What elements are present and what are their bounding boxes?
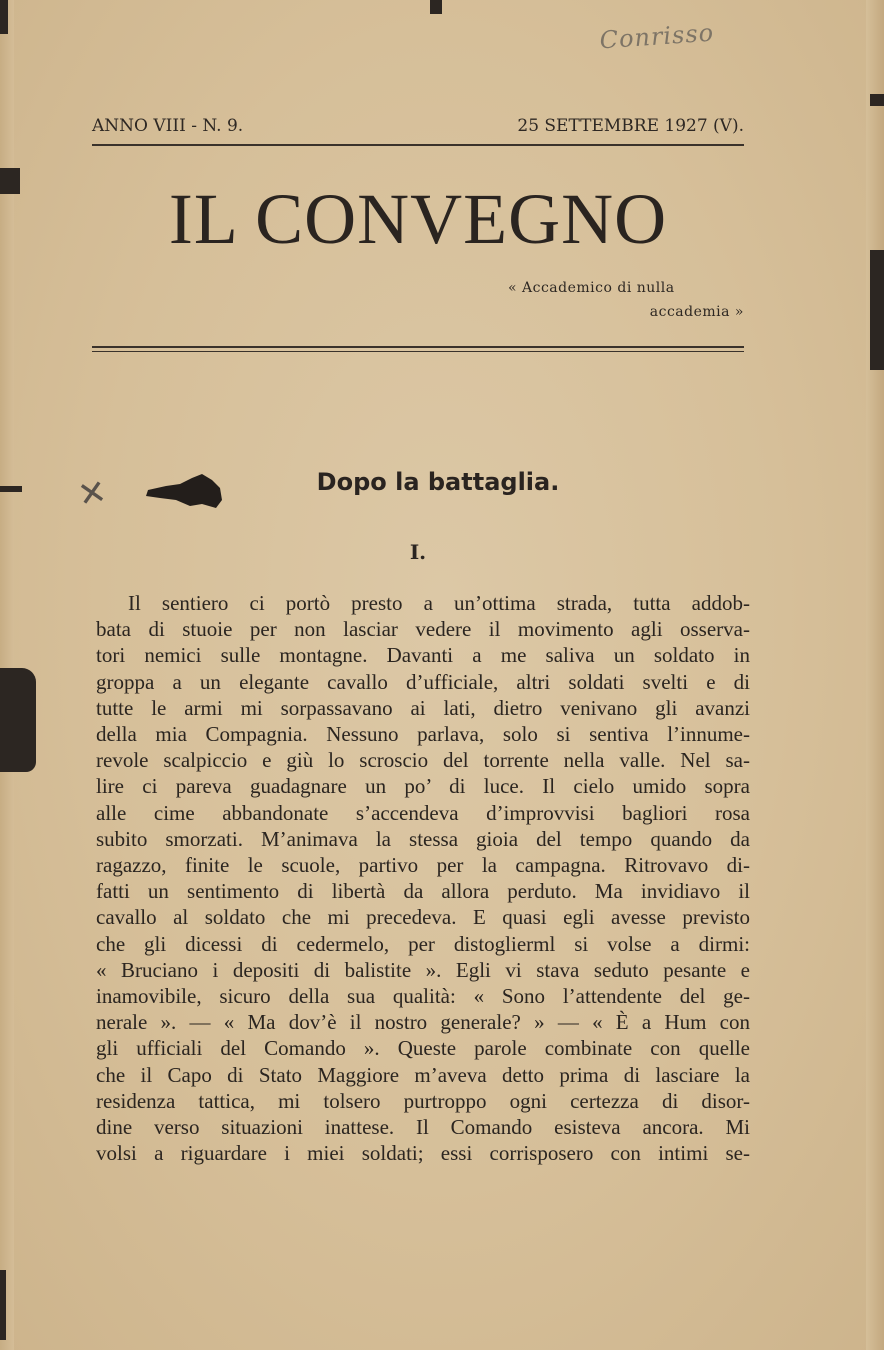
body-line: fatti un sentimento di libertà da allora perduto. Ma invidiavo il xyxy=(96,879,750,904)
pencil-cross-mark: ✕ xyxy=(74,471,110,517)
edge-tear xyxy=(0,486,22,492)
right-page-edge xyxy=(866,0,884,1350)
body-line: volsi a riguardare i miei soldati; essi corrisposero con intimi se- xyxy=(96,1141,750,1166)
body-line: inamovibile, sicuro della sua qualità: « Sono l’attendente del ge- xyxy=(96,984,750,1009)
body-line: cavallo al soldato che mi precedeva. E quasi egli avesse previsto xyxy=(96,905,750,930)
handwritten-note: Conrisso xyxy=(598,18,715,55)
body-line: residenza tattica, mi tolsero purtroppo ogni certezza di disor- xyxy=(96,1088,750,1113)
edge-tear xyxy=(0,668,36,772)
issue-date: 25 SETTEMBRE 1927 (V). xyxy=(517,116,744,136)
body-line: Il sentiero ci portò presto a un’ottima strada, tutta addob- xyxy=(128,591,750,615)
body-line: revole scalpiccio e giù lo scroscio del torrente nella valle. Nel sa- xyxy=(96,748,750,773)
body-line: lire ci pareva guadagnare un po’ di luce. Il cielo umido sopra xyxy=(96,774,750,799)
body-line: tutte le armi mi sorpassavano ai lati, dietro venivano gli avanzi xyxy=(96,695,750,720)
body-line: subito smorzati. M’animava la stessa gioia del tempo quando da xyxy=(96,826,750,851)
issue-number: ANNO VIII - N. 9. xyxy=(92,116,244,136)
header-rule xyxy=(92,144,744,146)
body-line: della mia Compagnia. Nessuno parlava, solo si sentiva l’innume- xyxy=(96,722,750,747)
body-line: che il Capo di Stato Maggiore m’aveva detto prima di lasciare la xyxy=(96,1062,750,1087)
body-line: dine verso situazioni inattese. Il Comando esisteva ancora. Mi xyxy=(96,1115,750,1140)
article-body xyxy=(96,590,750,1166)
edge-tear xyxy=(0,0,8,34)
masthead-title: IL CONVEGNO xyxy=(168,179,668,259)
masthead-motto xyxy=(500,276,744,324)
body-line: che gli dicessi di cedermelo, per distoglierml si volse a dirmi: xyxy=(96,931,750,956)
body-line: alle cime abbandonate s’accendeva d’improvvisi bagliori rosa xyxy=(96,800,750,825)
body-line: « Bruciano i depositi di balistite ». Egli vi stava seduto pesante e xyxy=(96,957,750,982)
edge-tear xyxy=(430,0,442,14)
body-line: bata di stuoie per non lasciar vedere il movimento agli osserva- xyxy=(96,617,750,642)
body-line: gli ufficiali del Comando ». Queste parole combinate con quelle xyxy=(96,1036,750,1061)
body-line: nerale ». — « Ma dov’è il nostro generale? » — « È a Hum con xyxy=(96,1010,750,1035)
body-line: tori nemici sulle montagne. Davanti a me saliva un soldato in xyxy=(96,643,750,668)
issue-header xyxy=(92,116,744,140)
body-line: ragazzo, finite le scuole, partivo per la campagna. Ritrovavo di- xyxy=(96,853,750,878)
edge-tear xyxy=(0,1270,6,1340)
body-line: groppa a un elegante cavallo d’ufficiale, altri soldati svelti e di xyxy=(96,669,750,694)
double-rule xyxy=(92,346,744,352)
section-number: I. xyxy=(409,540,427,564)
edge-tear xyxy=(870,94,884,106)
motto-line-2: accademia » xyxy=(649,304,744,320)
article-title: Dopo la battaglia. xyxy=(316,468,560,496)
edge-tear xyxy=(0,168,20,194)
motto-line-1: « Accademico di nulla xyxy=(508,280,675,296)
edge-tear xyxy=(870,250,884,370)
